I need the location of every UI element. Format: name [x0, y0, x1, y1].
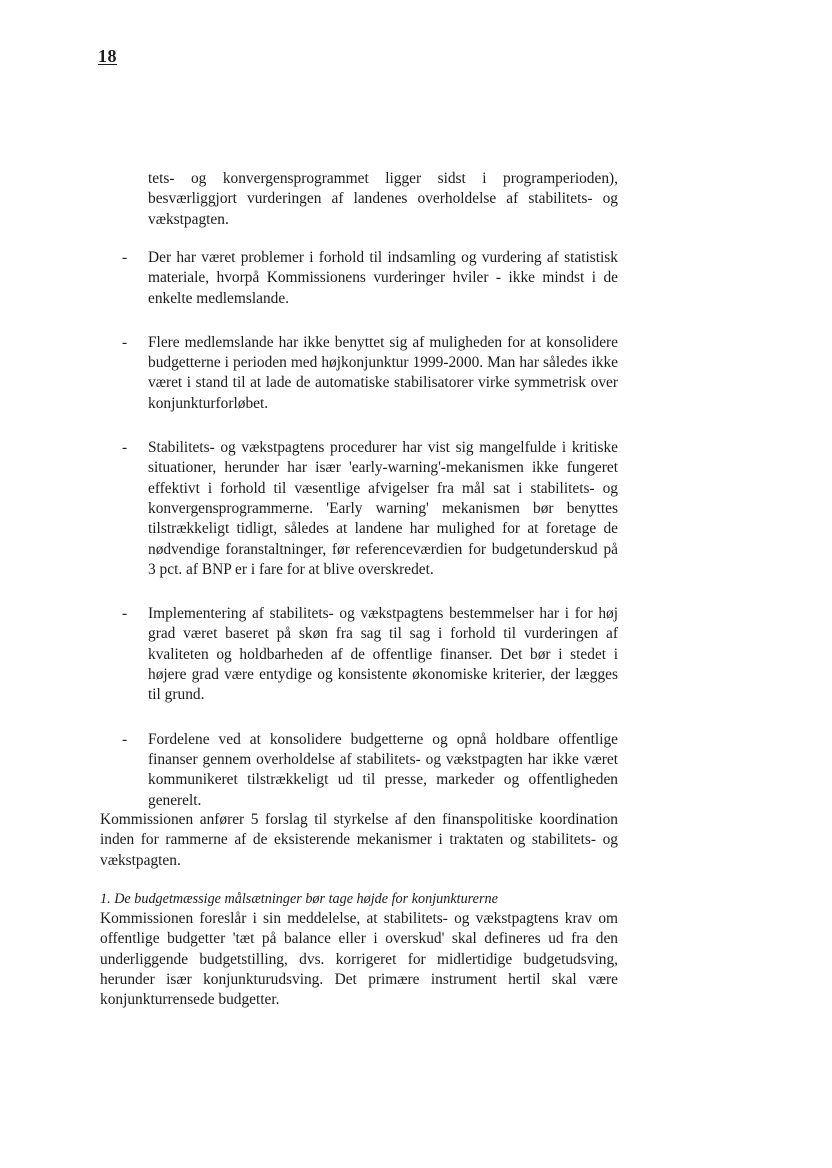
bullet-text: Flere medlemslande har ikke benyttet sig af muligheden for at konsolidere budgetterne i perioden med højkonjunktur 1999-2000. Man har således ikke været i stand til at lade de automatiske stabilisatorer virke symmetrisk over konjunkturforløbet.: [148, 333, 618, 412]
bullet-dash: -: [122, 439, 128, 457]
bullet-dash: -: [122, 605, 128, 623]
bullet-item-procedures: [122, 438, 618, 580]
bullet-text: Fordelene ved at konsolidere budgetterne og opnå holdbare offentlige finanser gennem overholdelse af stabilitets- og vækstpagten har ikke været kommunikeret tilstrækkeligt ud til presse, markeder og offentligheden generelt.: [148, 730, 618, 809]
bullet-item-communication: [122, 730, 618, 811]
bullet-dash: -: [122, 730, 128, 748]
bullet-text: Stabilitets- og vækstpagtens procedurer har vist sig mangelfulde i kritiske situationer, herunder har især 'early-warning'-mekanismen ikke fungeret effektivt i forhold til væsentlige afvigelser fra mål sat i stabilitets- og konvergensprogrammerne. 'Early warning' mekanismen bør benyttes tilstrækkeligt tidligt, således at landene har mulighed for at foretage de nødvendige foranstaltninger, før referenceværdien for budgetunderskud på 3 pct. af BNP er i fare for at blive overskredet.: [148, 439, 618, 578]
bullet-item-data-problems: [122, 248, 618, 309]
bullet-text: Implementering af stabilitets- og vækstpagtens bestemmelser har i for høj grad været baseret på skøn fra sag til sag i forhold til vurderingen af kvaliteten og holdbarheden af de offentlige finanser. Det bør i stedet i højere grad være entydige og konsistente økonomiske kriterier, der lægges til grund.: [148, 605, 618, 704]
continuation-paragraph: tets- og konvergensprogrammet ligger sidst i programperioden), besværliggjort vurderingen af landenes overholdelse af stabilitets- og vækstpagten.: [148, 170, 618, 228]
section-body: Kommissionen foreslår i sin meddelelse, at stabilitets- og vækstpagtens krav om offentlige budgetter 'tæt på balance eller i overskud' skal defineres ud fra den underliggende budgetstilling, dvs. korrigeret for midlertidige budgetudsving, herunder især konjunkturudsving. Det primære instrument hertil skal være konjunkturrensede budgetter.: [100, 910, 618, 1009]
summary-paragraph: Kommissionen anfører 5 forslag til styrkelse af den finanspolitiske koordination inden for rammerne af de eksisterende mekanismer i traktaten og stabilitets- og vækstpagten.: [100, 811, 618, 869]
bullet-dash: -: [122, 333, 128, 351]
bullet-list: [122, 248, 618, 835]
bullet-dash: -: [122, 249, 128, 266]
section-heading: 1. De budgetmæssige målsætninger bør tage højde for konjunkturerne: [100, 891, 498, 907]
bullet-text: Der har været problemer i forhold til indsamling og vurdering af statistisk materiale, hvorpå Kommissionens vurderinger hviler - ikke mindst i de enkelte medlemslande.: [148, 249, 618, 307]
bullet-item-implementation: [122, 604, 618, 705]
page-number: 18: [98, 46, 117, 66]
bullet-item-consolidation: [122, 333, 618, 414]
